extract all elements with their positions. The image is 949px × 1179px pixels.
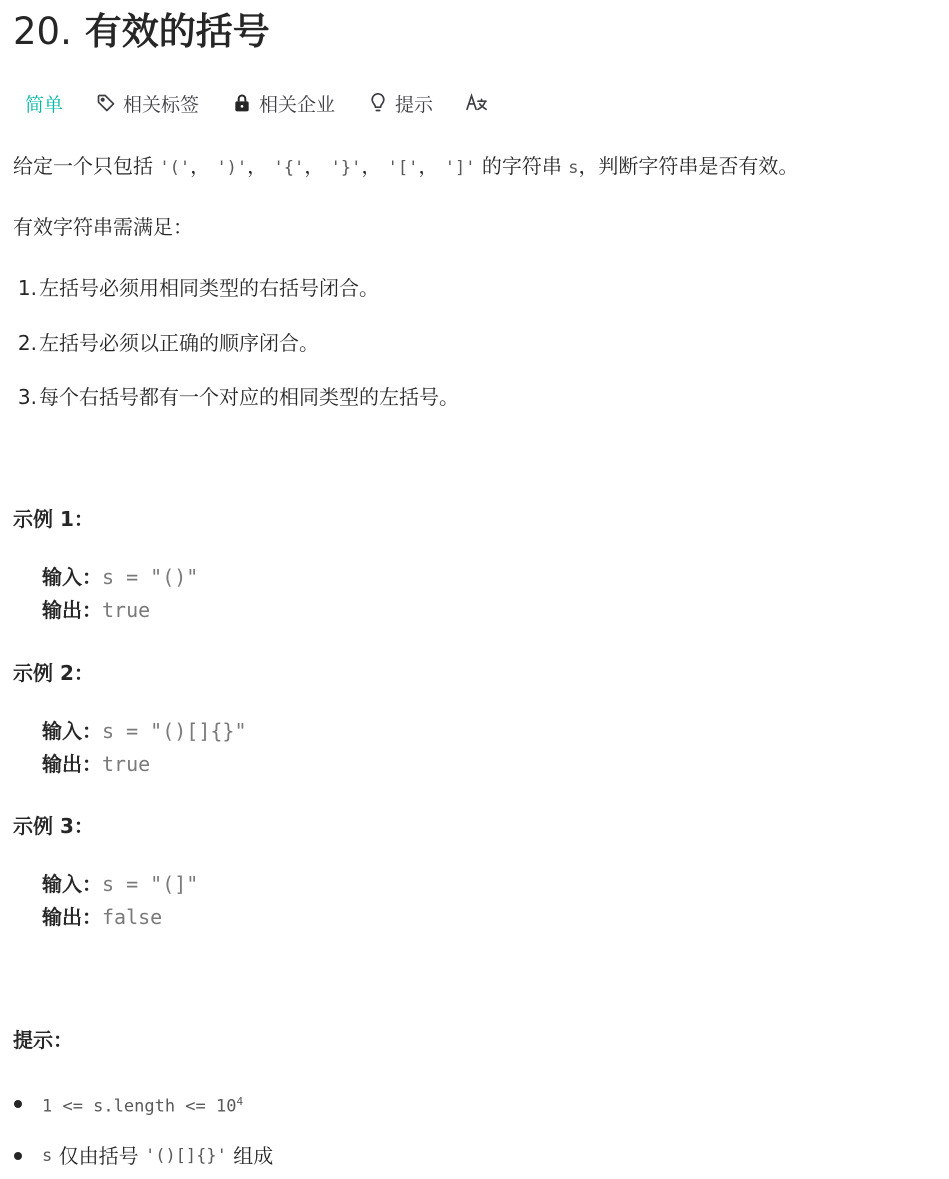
related-companies-button[interactable]	[231, 90, 335, 117]
lock-icon	[231, 92, 253, 114]
char-code: '('	[159, 158, 191, 178]
problem-number: 20.	[13, 10, 72, 53]
constraint-item	[14, 1087, 243, 1122]
char-code: '{'	[273, 158, 305, 178]
exponent: 4	[236, 1095, 244, 1108]
constraint-text: 仅由括号	[58, 1144, 139, 1168]
constraint-suffix: 组成	[233, 1144, 274, 1168]
input-label: 输入：	[42, 565, 102, 589]
intro-prefix: 给定一个只包括	[13, 154, 153, 178]
rule-item	[13, 328, 319, 358]
input-value: s = "()"	[102, 565, 199, 589]
rule-number: 3.	[17, 385, 37, 409]
example-block	[42, 868, 198, 934]
hint-label: 提示	[395, 93, 434, 116]
example-input-line	[42, 561, 198, 594]
translate-icon	[465, 92, 489, 114]
rule-number: 2.	[17, 331, 37, 355]
input-label: 输入：	[42, 719, 102, 743]
input-label: 输入：	[42, 872, 102, 896]
difficulty-label: 简单	[25, 93, 64, 116]
example-heading: 示例 2：	[13, 661, 94, 685]
input-value: s = "(]"	[102, 872, 199, 896]
char-code: ']'	[444, 158, 476, 178]
difficulty-badge	[25, 90, 63, 117]
bullet-dot	[14, 1100, 22, 1108]
lightbulb-icon	[367, 92, 389, 114]
char-code: '}'	[330, 158, 362, 178]
rule-item	[13, 382, 459, 412]
example-input-line	[42, 715, 247, 748]
related-tags-button[interactable]	[95, 90, 199, 117]
hint-button[interactable]	[367, 90, 433, 117]
output-label: 输出：	[42, 752, 102, 776]
constraints-heading: 提示：	[13, 1028, 73, 1052]
related-companies-label: 相关企业	[259, 93, 336, 116]
description-intro: 给定一个只包括 '('， ')'， '{'， '}'， '['， ']' 的字符串 s，判断字符串是否有效。	[13, 154, 799, 178]
example-block	[42, 561, 198, 627]
intro-suffix: ，判断字符串是否有效。	[578, 154, 799, 178]
rules-heading: 有效字符串需满足：	[13, 215, 193, 239]
example-block	[42, 715, 247, 781]
rule-text: 左括号必须以正确的顺序闭合。	[39, 331, 319, 355]
var-s: s	[568, 158, 579, 178]
char-code: ')'	[216, 158, 248, 178]
output-label: 输出：	[42, 598, 102, 622]
example-output-line	[42, 594, 198, 627]
rule-text: 左括号必须用相同类型的右括号闭合。	[39, 276, 379, 300]
rule-text: 每个右括号都有一个对应的相同类型的左括号。	[39, 385, 459, 409]
var-s: s	[42, 1146, 53, 1166]
tag-icon	[95, 92, 117, 114]
related-tags-label: 相关标签	[123, 93, 200, 116]
constraint-code	[42, 1087, 243, 1122]
example-input-line	[42, 868, 198, 901]
example-output-line	[42, 748, 247, 781]
problem-tag-bar	[13, 86, 527, 120]
output-value: true	[102, 752, 151, 776]
translate-button[interactable]	[465, 92, 495, 114]
input-value: s = "()[]{}"	[102, 719, 247, 743]
constraint-item	[14, 1141, 273, 1171]
example-heading: 示例 1：	[13, 507, 94, 531]
rule-item	[13, 273, 379, 303]
output-value: true	[102, 598, 151, 622]
problem-title	[13, 6, 270, 58]
constraint-code: '()[]{}'	[144, 1146, 227, 1166]
example-output-line	[42, 901, 198, 934]
problem-name: 有效的括号	[84, 10, 270, 53]
rule-number: 1.	[17, 276, 37, 300]
char-code: '['	[387, 158, 419, 178]
output-value: false	[102, 905, 163, 929]
bullet-dot	[14, 1152, 22, 1160]
length-constraint: 1 <= s.length <= 10	[42, 1096, 237, 1117]
example-heading: 示例 3：	[13, 814, 94, 838]
output-label: 输出：	[42, 905, 102, 929]
intro-mid: 的字符串	[481, 154, 562, 178]
